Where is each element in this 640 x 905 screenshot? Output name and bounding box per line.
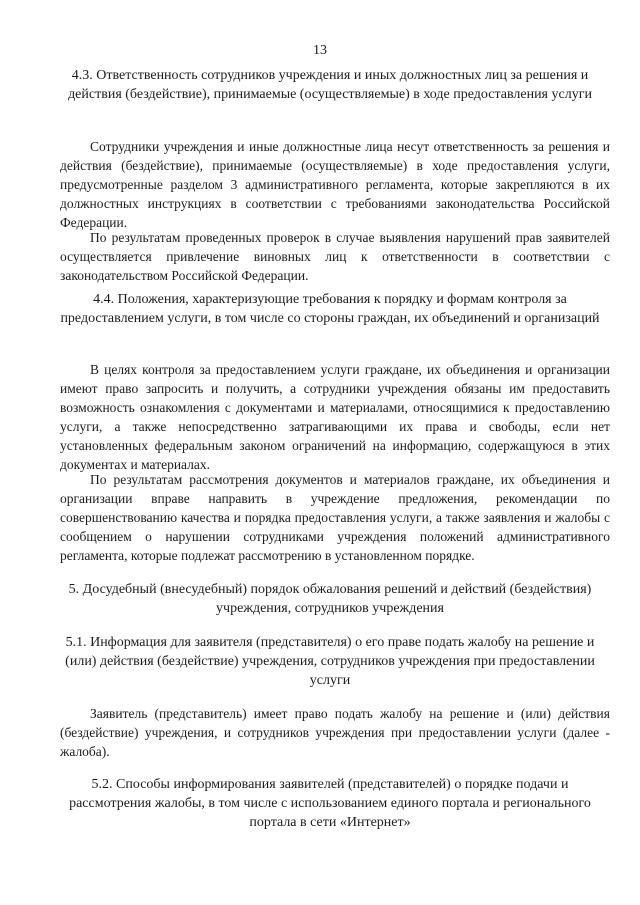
page-number: 13: [313, 43, 327, 58]
section-heading-5-2: 5.2. Способы информирования заявителей (представителей) о порядке подачи и рассмотрения жалобы, в том числе с использованием единого портала и регионального портала в сети «Интернет»: [69, 777, 591, 830]
paragraph-4-4-proposals: По результатам рассмотрения документов и материалов граждане, их объединения и организации вправе направить в учреждение предложения, рекомендации по совершенствованию качества и порядка предоставления услуги, а также заявления и жалобы с сообщением о нарушении сотрудниками учреждения положений административного регламента, которые подлежат рассмотрению в установленном порядке.: [60, 472, 610, 563]
section-heading-5: 5. Досудебный (внесудебный) порядок обжалования решений и действий (бездействия) учреждения, сотрудников учреждения: [68, 582, 592, 616]
paragraph-4-3-inspections: По результатам проведенных проверок в случае выявления нарушений прав заявителей осуществляется привлечение виновных лиц к ответственности в соответствии с законодательством Российской Федерации.: [60, 230, 610, 283]
paragraph-5-1-complaint-right: Заявитель (представитель) имеет право подать жалобу на решение и (или) действия (бездействие) учреждения, и сотрудников учреждения при предоставлении услуги (далее - жалоба).: [60, 706, 610, 759]
paragraph-4-4-control-rights: В целях контроля за предоставлением услуги граждане, их объединения и организации имеют право запросить и получить, а сотрудники учреждения обязаны им предоставить возможность ознакомления с документами и материалами, относящимися к предоставлению услуги, а также непосредственно затрагивающими их права и свободы, если нет установленных федеральным законом ограничений на информацию, содержащуюся в этих документах и материалах.: [60, 362, 610, 472]
section-heading-5-1: 5.1. Информация для заявителя (представителя) о его праве подать жалобу на решение и (или) действия (бездействие) учреждения, сотрудников учреждения при предоставлении услуги: [65, 635, 595, 688]
section-heading-4-3: 4.3. Ответственность сотрудников учреждения и иных должностных лиц за решения и действия (бездействие), принимаемые (осуществляемые) в ходе предоставления услуги: [68, 68, 592, 102]
paragraph-4-3-responsibility: Сотрудники учреждения и иные должностные лица несут ответственность за решения и действия (бездействие), принимаемые (осуществляемые) в ходе предоставления услуги, предусмотренные разделом 3 административного регламента, которые закрепляются в их должностных инструкциях в соответствии с требованиями законодательства Российской Федерации.: [60, 139, 610, 230]
section-heading-4-4: 4.4. Положения, характеризующие требования к порядку и формам контроля за предоставлением услуги, в том числе со стороны граждан, их объединений и организаций: [60, 292, 600, 326]
